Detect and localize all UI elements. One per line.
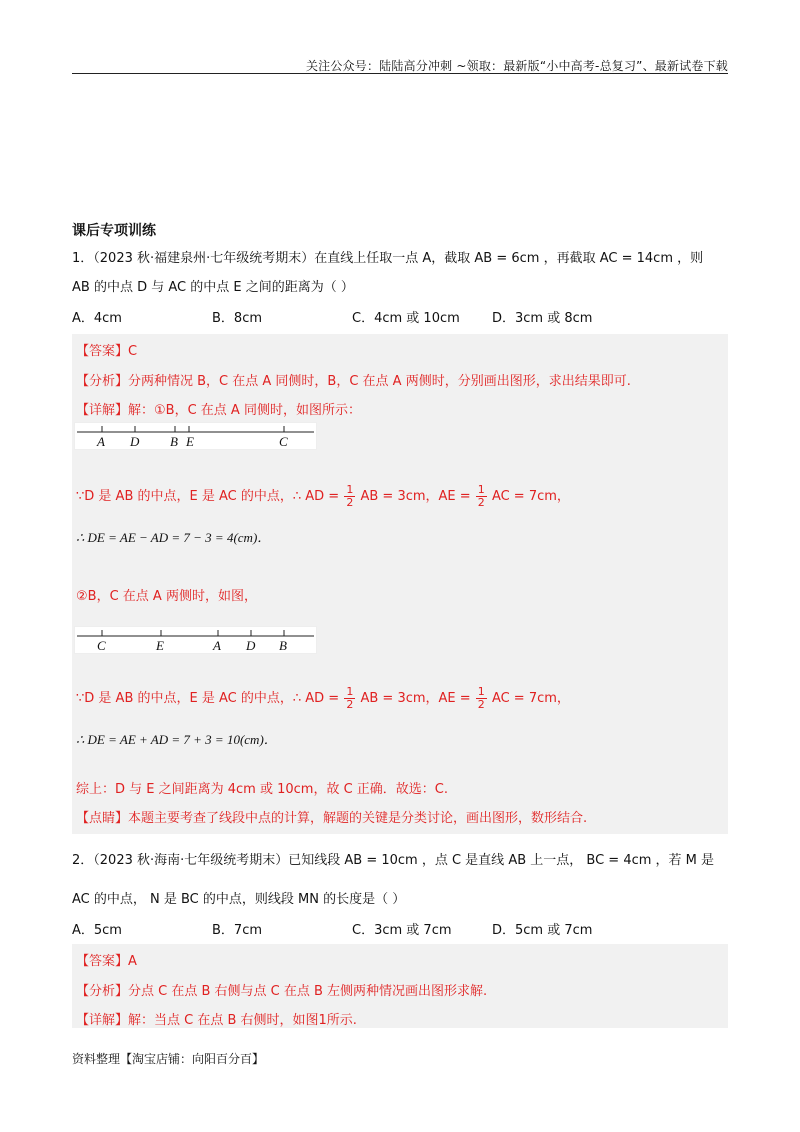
q2-detail: 【详解】解：当点 C 在点 B 右侧时，如图1所示. <box>76 1013 357 1028</box>
q1-result-2: ∴ DE = AE + AD = 7 + 3 = 10(cm)． <box>76 732 277 747</box>
fig2-label-a: A <box>213 638 221 653</box>
q2-answer: 【答案】A <box>76 954 137 969</box>
fraction-half: $\frac{1}{2}$ <box>346 483 354 509</box>
q1-step2-c: AC = 7cm， <box>491 691 570 706</box>
q2-option-c: C．3cm 或 7cm <box>352 923 452 938</box>
q1-step2-a: ∵D 是 AB 的中点，E 是 AC 的中点，∴ AD = <box>76 691 340 706</box>
section-title: 课后专项训练 <box>72 223 156 239</box>
q2-analysis: 【分析】分点 C 在点 B 右侧与点 C 在点 B 左侧两种情况画出图形求解. <box>76 984 488 999</box>
q1-answer: 【答案】C <box>76 344 138 359</box>
q1-step2-b: AB = 3cm，AE = <box>360 691 471 706</box>
q1-option-b: B．8cm <box>212 311 263 326</box>
q1-analysis: 【分析】分两种情况 B，C 在点 A 同侧时，B，C 在点 A 两侧时，分别画出图形，求出结果即可. <box>76 374 631 389</box>
fig2-label-b: B <box>279 638 287 653</box>
fig1-label-e: E <box>186 434 194 449</box>
q1-options <box>72 307 728 327</box>
fig1-label-d: D <box>130 434 140 449</box>
q2-option-a: A．5cm <box>72 923 122 938</box>
fig2-label-c: C <box>97 638 106 653</box>
q1-summary: 综上：D 与 E 之间距离为 4cm 或 10cm，故 C 正确．故选：C. <box>76 782 449 797</box>
q1-step1-b: AB = 3cm，AE = <box>360 489 471 504</box>
fraction-half: $\frac{1}{2}$ <box>477 483 485 509</box>
q1-case-2: ②B，C 在点 A 两侧时，如图， <box>76 589 257 604</box>
q1-step1-a: ∵D 是 AB 的中点，E 是 AC 的中点，∴ AD = <box>76 489 340 504</box>
q1-line2: AB 的中点 D 与 AC 的中点 E 之间的距离为（ ） <box>72 280 354 295</box>
q2-option-d: D．5cm 或 7cm <box>492 923 593 938</box>
fig1-label-c: C <box>279 434 288 449</box>
q1-result-1: ∴ DE = AE − AD = 7 − 3 = 4(cm)． <box>76 530 271 545</box>
q1-step1-c: AC = 7cm， <box>491 489 570 504</box>
q1-comment: 【点睛】本题主要考查了线段中点的计算，解题的关键是分类讨论，画出图形，数形结合. <box>76 811 588 826</box>
fraction-half: $\frac{1}{2}$ <box>346 685 354 711</box>
q1-figure-2 <box>74 626 317 654</box>
q2-line1: 2．（2023 秋·海南·七年级统考期末）已知线段 AB = 10cm ，点 C 是直线 AB 上一点， BC = 4cm ，若 M 是 <box>72 853 715 868</box>
fig2-label-d: D <box>246 638 256 653</box>
q1-option-a: A．4cm <box>72 311 122 326</box>
q1-line1: 1．（2023 秋·福建泉州·七年级统考期末）在直线上任取一点 A，截取 AB = 6cm ，再截取 AC = 14cm ，则 <box>72 251 704 266</box>
header-rule <box>72 73 728 74</box>
q2-option-b: B．7cm <box>212 923 263 938</box>
q2-line2: AC 的中点， N 是 BC 的中点，则线段 MN 的长度是（ ） <box>72 892 406 907</box>
header-text: 关注公众号：陆陆高分冲刺 ~领取：最新版“小中高考-总复习”、最新试卷下载 <box>305 59 728 73</box>
fig1-label-b: B <box>170 434 178 449</box>
fraction-half: $\frac{1}{2}$ <box>477 685 485 711</box>
footer-text: 资料整理【淘宝店铺：向阳百分百】 <box>72 1052 265 1066</box>
q2-options <box>72 919 728 939</box>
fig2-label-e: E <box>156 638 164 653</box>
q1-step1 <box>76 484 570 509</box>
q1-figure-1 <box>74 422 317 450</box>
q1-detail: 【详解】解：①B，C 在点 A 同侧时，如图所示： <box>76 403 361 418</box>
q1-option-d: D．3cm 或 8cm <box>492 311 593 326</box>
q1-step2 <box>76 686 570 711</box>
fig1-label-a: A <box>97 434 105 449</box>
q1-option-c: C．4cm 或 10cm <box>352 311 460 326</box>
